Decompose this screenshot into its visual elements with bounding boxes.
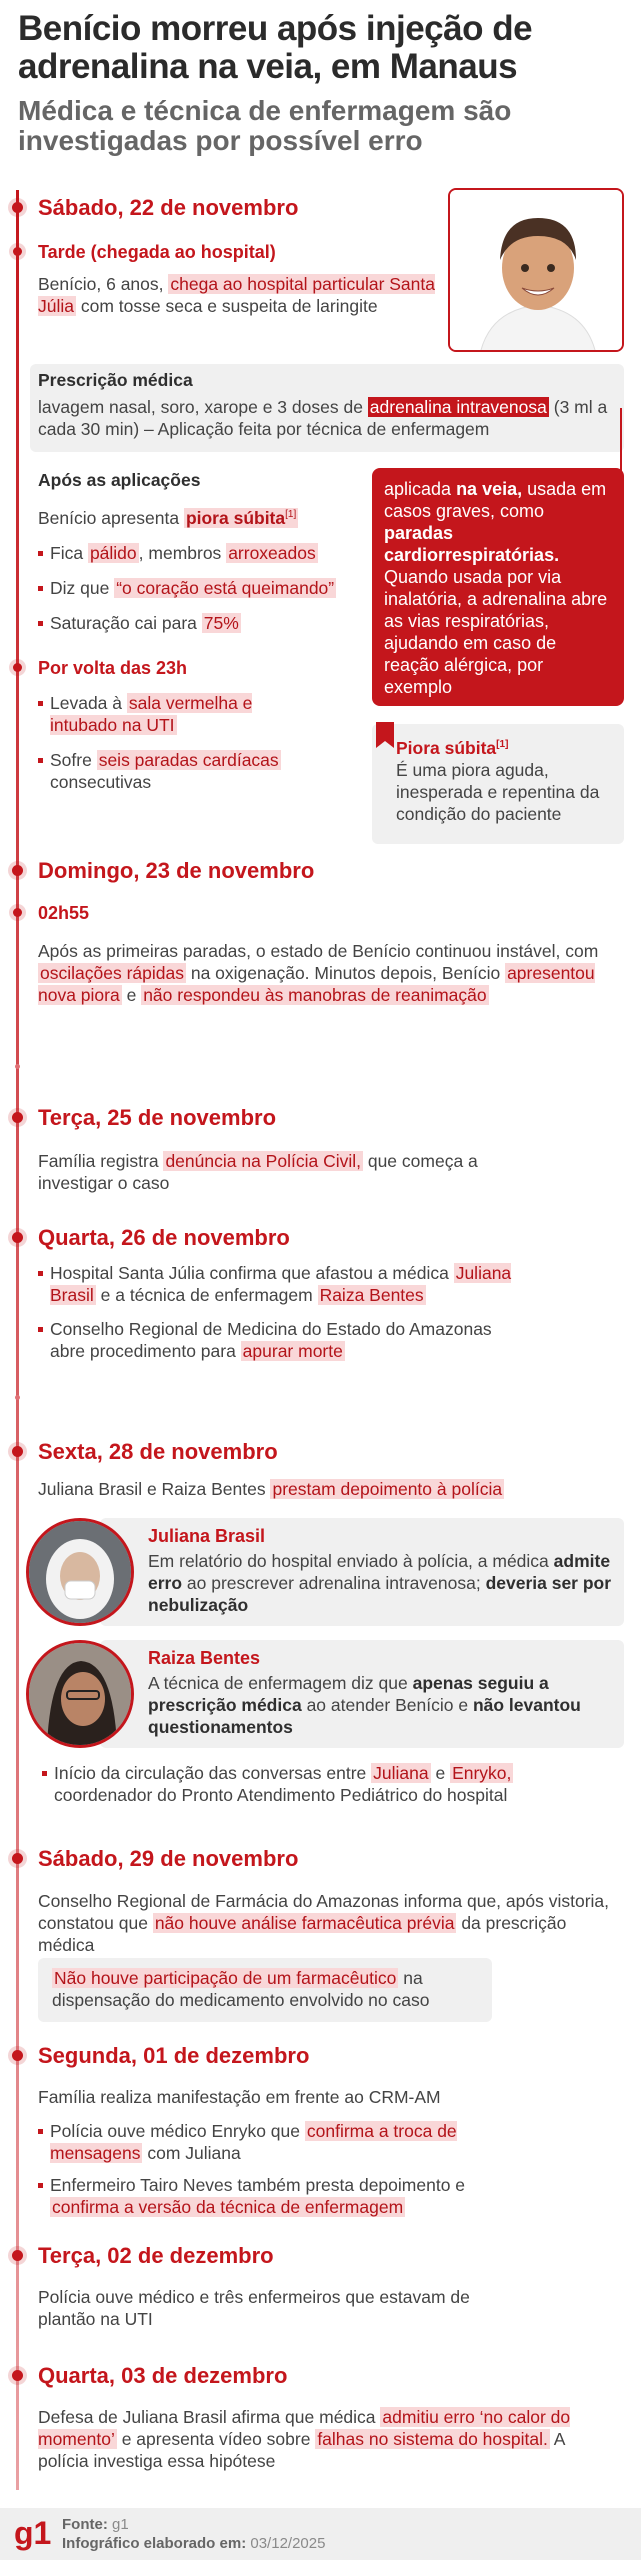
highlight-text: falhas no sistema do hospital. (317, 2429, 548, 2449)
day-heading: Quarta, 03 de dezembro (38, 2363, 288, 2388)
highlight-text: confirma a versão da técnica de enfermagem (52, 2197, 404, 2217)
text-fragment: apenas seguiu a prescrição médica (148, 1673, 549, 1715)
text-fragment: na oxigenação. Minutos depois, Benício (185, 963, 506, 983)
saturday-text (38, 1890, 624, 1956)
text-fragment: Hospital Santa Júlia confirma que afastou a médica (50, 1263, 454, 1283)
highlight-text: Juliana (373, 1763, 429, 1783)
text-fragment: Quando usada por via inalatória, a adrenalina abre as vias respiratórias, ajudando em caso de reação alérgica, por exemplo (384, 567, 608, 697)
text-fragment: não levantou questionamentos (148, 1695, 581, 1737)
after-title: Após as aplicações (38, 470, 201, 490)
text-fragment: paradas cardiorrespiratórias. (384, 523, 560, 565)
prescription-text (38, 396, 620, 440)
highlight-text: apresentou nova piora (38, 963, 595, 1005)
highlight-text (184, 508, 298, 528)
text-fragment: Infográfico elaborado em: (62, 2535, 247, 2552)
text-fragment: e apresenta vídeo sobre (116, 2429, 316, 2449)
text-fragment: com Juliana (142, 2143, 241, 2163)
event-item (50, 749, 350, 793)
day-heading: Segunda, 01 de dezembro (38, 2043, 310, 2068)
reference-mark: [1] (496, 739, 509, 750)
text-fragment: na veia, (456, 479, 523, 499)
highlight-text: não respondeu às manobras de reanimação (143, 985, 487, 1005)
highlight-text: não houve análise farmacêutica prévia (154, 1913, 455, 1933)
friday-text (38, 1478, 628, 1500)
highlight-text: 75% (203, 613, 239, 633)
highlight-text: “o coração está queimando” (116, 578, 335, 598)
symptom-item (50, 577, 380, 599)
timeline-marker (12, 202, 23, 213)
worsening-text (38, 504, 368, 529)
text-fragment: ao atender Benício e (301, 1695, 473, 1715)
child-portrait-icon (450, 190, 624, 352)
text-fragment: deveria ser por nebulização (148, 1573, 612, 1615)
juliana-text (148, 1550, 618, 1616)
text-fragment: e (430, 1763, 451, 1783)
highlight-text: arroxeados (228, 543, 316, 563)
timeline-marker (12, 2050, 23, 2061)
pharmacy-box (38, 1958, 492, 2022)
text-fragment: Fica (50, 543, 88, 563)
highlight-text: confirma a troca de mensagens (50, 2121, 457, 2163)
tuesday2-text: Polícia ouve médico e três enfermeiros que estavam de plantão na UTI (38, 2287, 470, 2329)
page-subtitle: Médica e técnica de enfermagem são investigadas por possível erro (18, 95, 512, 156)
text-fragment: 03/12/2025 (250, 2535, 326, 2552)
time-subheading: 02h55 (38, 903, 90, 923)
highlight-text: sala vermelha e intubado na UTI (50, 693, 253, 735)
highlight-text: admitiu erro ‘no calor do momento’ (38, 2407, 571, 2449)
event-item (50, 692, 280, 736)
text-fragment: (3 ml a cada 30 min) – Aplicação feita por técnica de enfermagem (38, 397, 608, 439)
symptom-item (50, 542, 370, 564)
g1-logo: g1 (14, 2515, 52, 2551)
text-fragment: na dispensação do medicamento envolvido no caso (52, 1968, 430, 2010)
highlight-text: chega ao hospital particular Santa Júlia (38, 274, 435, 316)
text-fragment: Em relatório do hospital enviado à polícia, a médica (148, 1551, 554, 1571)
text-fragment: coordenador do Pronto Atendimento Pediátrico do hospital (54, 1785, 508, 1805)
text-fragment: aplicada (384, 479, 457, 499)
text-fragment: Juliana Brasil e Raiza Bentes (38, 1479, 271, 1499)
definition-text: É uma piora aguda, inesperada e repentina da condição do paciente (396, 759, 600, 824)
text-fragment: Conselho Regional de Farmácia do Amazonas informa que, após vistoria, constatou que (38, 1891, 610, 1933)
text-fragment: Benício apresenta (38, 507, 184, 528)
highlight-text: Juliana Brasil (50, 1263, 512, 1305)
prescription-title: Prescrição médica (38, 370, 193, 390)
section-subheading: Por volta das 23h (38, 658, 188, 678)
day-heading: Sábado, 29 de novembro (38, 1846, 299, 1871)
text-fragment: Benício, 6 anos, (38, 274, 169, 294)
wednesday2-text (38, 2406, 598, 2472)
day-heading: Sábado, 22 de novembro (38, 195, 299, 220)
text-fragment: e (121, 985, 142, 1005)
tuesday-text (38, 1150, 478, 1194)
timeline-marker (12, 865, 23, 876)
text-fragment: Conselho Regional de Medicina do Estado do Amazonas abre procedimento para (50, 1319, 492, 1361)
definition-title (396, 734, 612, 759)
text-fragment: Levada à (50, 693, 127, 713)
reference-mark: [1] (285, 509, 297, 520)
footer-date (62, 2535, 325, 2552)
text-fragment: Polícia ouve médico Enryko que (50, 2121, 305, 2141)
highlight-text: prestam depoimento à polícia (272, 1479, 503, 1499)
timeline-marker (12, 1232, 23, 1243)
text-fragment: Piora súbita (396, 737, 497, 758)
day-heading: Domingo, 23 de novembro (38, 858, 315, 883)
text-fragment: e a técnica de enfermagem (95, 1285, 318, 1305)
text-fragment: g1 (112, 2516, 129, 2533)
person-name: Juliana Brasil (148, 1526, 266, 1546)
event-item (50, 2174, 530, 2218)
event-item (50, 2120, 520, 2164)
timeline-marker (12, 1446, 23, 1457)
symptom-item (50, 612, 370, 634)
text-fragment: , membros (138, 543, 227, 563)
text-fragment: ao prescrever adrenalina intravenosa; (182, 1573, 486, 1593)
text-fragment: Defesa de Juliana Brasil afirma que médica (38, 2407, 381, 2427)
text-fragment: Fonte: (62, 2516, 108, 2533)
person-photo-icon (29, 1521, 131, 1623)
raiza-text (148, 1672, 618, 1738)
highlight-text: Não houve participação de um farmacêutico (54, 1968, 397, 1988)
event-item (50, 1318, 520, 1362)
timeline-marker (13, 663, 22, 672)
text-fragment: Enfermeiro Tairo Neves também presta depoimento e (50, 2175, 466, 2195)
timeline-marker (13, 247, 22, 256)
connector-line (620, 408, 622, 472)
timeline-line (16, 190, 19, 2490)
highlight-text: adrenalina intravenosa (369, 397, 547, 417)
text-fragment: lavagem nasal, soro, xarope e 3 doses de (38, 397, 368, 417)
text-fragment: Início da circulação das conversas entre (54, 1763, 372, 1783)
text-fragment: Saturação cai para (50, 613, 202, 633)
day-heading: Terça, 25 de novembro (38, 1105, 277, 1130)
timeline-marker (12, 1853, 23, 1864)
person-name: Raiza Bentes (148, 1648, 261, 1668)
day-heading: Sexta, 28 de novembro (38, 1439, 278, 1464)
highlight-text: apurar morte (242, 1341, 343, 1361)
person-photo-icon (29, 1643, 131, 1745)
sunday-text (38, 940, 618, 1006)
timeline-marker (12, 1112, 23, 1123)
timeline-marker (12, 2250, 23, 2261)
day-heading: Quarta, 26 de novembro (38, 1225, 290, 1250)
day-heading: Terça, 02 de dezembro (38, 2243, 274, 2268)
child-photo (448, 188, 624, 352)
timeline-dot (15, 1395, 20, 1400)
footer-source (62, 2516, 129, 2533)
page-title: Benício morreu após injeção de adrenalina na veia, em Manaus (18, 9, 533, 86)
text-fragment: Sofre (50, 750, 97, 770)
avatar (26, 1518, 134, 1626)
timeline-dot (15, 1064, 20, 1069)
text-fragment: A técnica de enfermagem diz que (148, 1673, 413, 1693)
definition-box (372, 724, 624, 844)
text-fragment: A polícia investiga essa hipótese (38, 2429, 565, 2471)
event-item (54, 1762, 594, 1806)
monday-text: Família realiza manifestação em frente ao CRM-AM (38, 2087, 441, 2107)
highlight-text: Enryko, (452, 1763, 512, 1783)
text-fragment: Diz que (50, 578, 115, 598)
highlight-text: pálido (89, 543, 137, 563)
avatar (26, 1640, 134, 1748)
text-fragment: consecutivas (50, 772, 152, 792)
highlight-text: oscilações rápidas (40, 963, 184, 983)
text-fragment: com tosse seca e suspeita de laringite (76, 296, 378, 316)
text-fragment: que começa a investigar o caso (38, 1151, 478, 1193)
arrival-text (38, 273, 438, 317)
text-fragment: admite erro (148, 1551, 611, 1593)
adrenaline-note (372, 468, 624, 706)
event-item (50, 1262, 520, 1306)
text-fragment: Família registra (38, 1151, 164, 1171)
timeline-marker (12, 2370, 23, 2381)
bookmark-icon (376, 722, 394, 748)
text-fragment: da prescrição médica (38, 1913, 567, 1955)
section-subheading: Tarde (chegada ao hospital) (38, 242, 276, 262)
highlight-text: Raiza Bentes (319, 1285, 424, 1305)
timeline-marker (13, 908, 22, 917)
highlight-text: seis paradas cardíacas (98, 750, 279, 770)
highlight-text: denúncia na Polícia Civil, (165, 1151, 361, 1171)
text-fragment: usada em casos graves, como (384, 479, 607, 521)
text-fragment: Após as primeiras paradas, o estado de Benício continuou instável, com (38, 941, 599, 961)
text-fragment: piora súbita (185, 507, 286, 528)
